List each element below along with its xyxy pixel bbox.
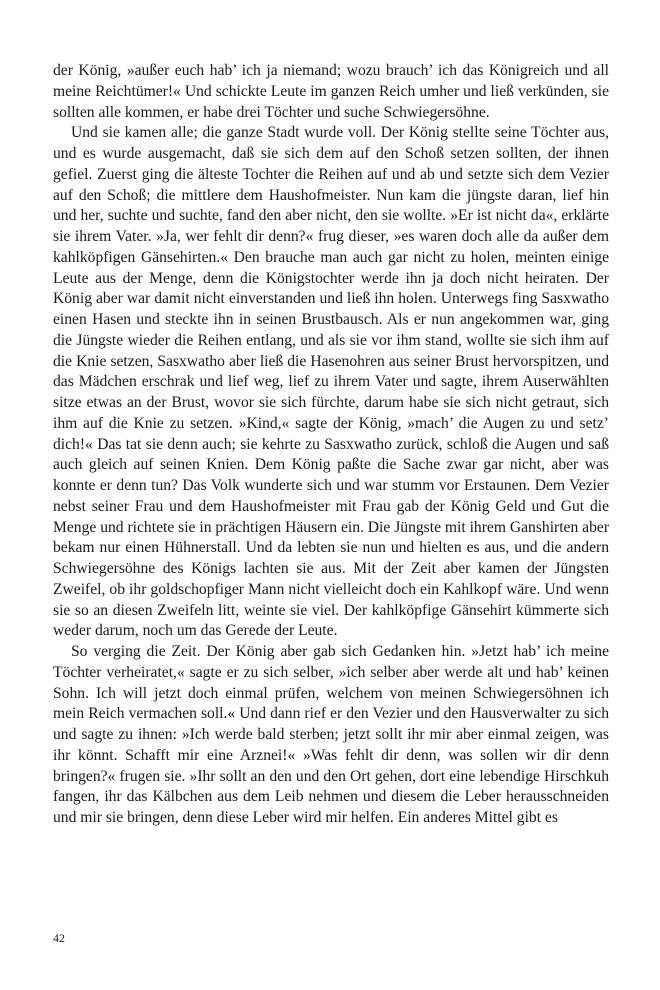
page-number: 42 xyxy=(53,931,65,945)
book-page-text xyxy=(53,61,609,829)
paragraph-2: Und sie kamen alle; die ganze Stadt wurde voll. Der König stellte seine Töchter aus, und es wurde ausgemacht, daß sie sich dem auf den Schoß setzen sollten, der ihnen gefiel. Zuerst ging die älteste Tochter die Reihen auf und ab und setzte sich dem Vezier auf den Schoß; die mittlere dem Haushofmeister. Nun kam die jüngste daran, lief hin und her, suchte und suchte, fand den aber nicht, den sie wollte. »Er ist nicht da«, erklärte sie ihrem Vater. »Ja, wer fehlt dir denn?« frug dieser, »es waren doch alle da außer dem kahlköpfigen Gänsehirten.« Den brauche man auch gar nicht zu holen, meinten einige Leute aus der Menge, denn die Königstochter werde ihn ja doch nicht heiraten. Der König aber war damit nicht einverstanden und ließ ihn holen. Unterwegs fing Sasxwatho einen Hasen und steckte ihn in seinen Brustbausch. Als er nun angekommen war, ging die Jüngste wieder die Reihen entlang, und als sie vor ihm stand, wollte sie sich ihm auf die Knie setzen, Sasxwatho aber ließ die Hasenohren aus seiner Brust hervorspitzen, und das Mädchen erschrak und lief weg, lief zu ihrem Vater und sagte, ihrem Auserwählten sitze etwas an der Brust, wovor sie sich fürchte, darum habe sie sich nicht getraut, sich ihm auf die Knie zu setzen. »Kind,« sagte der König, »mach’ die Augen zu und setz’ dich!« Das tat sie denn auch; sie kehrte zu Sasxwatho zurück, schloß die Augen und saß auch gleich auf seinen Knien. Dem König paßte die Sache zwar gar nicht, aber was konnte er denn tun? Das Volk wunderte sich und war stumm vor Erstaunen. Dem Vezier nebst seiner Frau und dem Haushofmeister mit Frau gab der König Geld und Gut die Menge und richtete sie in prächtigen Häusern ein. Die Jüngste mit ihrem Ganshirten aber bekam nur einen Hühnerstall. Und da lebten sie nun und hielten es aus, und die andern Schwiegersöhne des Königs lachten sie aus. Mit der Zeit aber kamen der Jüngsten Zweifel, ob ihr goldschopfiger Mann nicht vielleicht doch ein Kahlkopf wäre. Und wenn sie so an diesen Zweifeln litt, weinte sie viel. Der kahlköpfige Gänsehirt kümmerte sich weder darum, noch um das Gerede der Leute. xyxy=(53,124,610,640)
paragraph-3: So verging die Zeit. Der König aber gab sich Gedanken hin. »Jetzt hab’ ich meine Töchter verheiratet,« sagte er zu sich selber, »ich selber aber werde alt und hab’ keinen Sohn. Ich will jetzt doch einmal prüfen, welchem von meinen Schwiegersöhnen ich mein Reich vermachen soll.« Und dann rief er den Vezier und den Hausverwalter zu sich und sagte zu ihnen: »Ich werde bald sterben; jetzt sollt ihr mir aber einmal zeigen, was ihr könnt. Schafft mir eine Arznei!« »Was fehlt dir denn, was sollen wir dir denn bringen?« frugen sie. »Ihr sollt an den und den Ort gehen, dort eine lebendige Hirschkuh fangen, ihr das Kälbchen aus dem Leib nehmen und diesem die Leber herausschneiden und mir sie bringen, denn diese Leber wird mir helfen. Ein anderes Mittel gibt es xyxy=(53,643,609,826)
paragraph-1: der König, »außer euch hab’ ich ja niemand; wozu brauch’ ich das Königreich und all meine Reichtümer!« Und schickte Leute im ganzen Reich umher und ließ verkünden, sie sollten alle kommen, er habe drei Töchter und suche Schwiegersöhne. xyxy=(53,62,609,121)
